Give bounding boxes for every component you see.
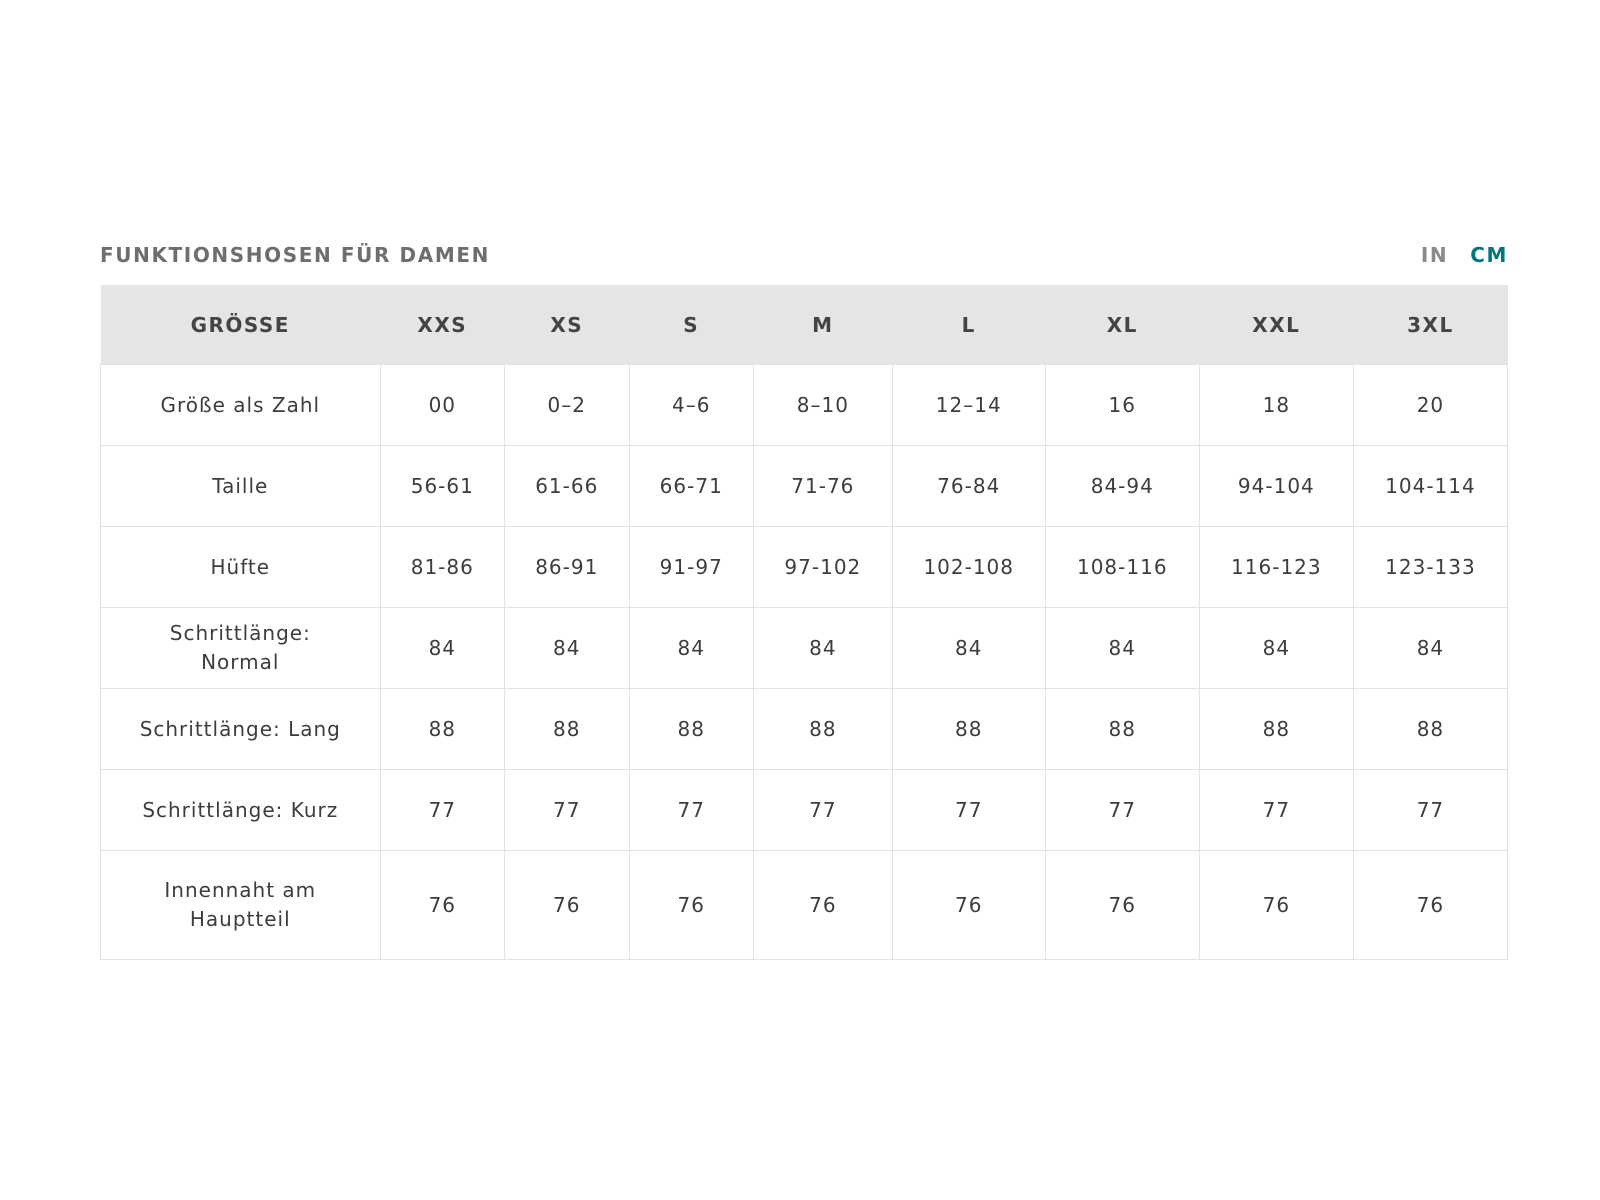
table-header-row [101,285,1508,365]
table-cell: 76 [629,851,753,960]
table-cell: 88 [892,689,1045,770]
table-row-inseam-short [101,770,1508,851]
table-cell: 104-114 [1353,446,1507,527]
table-cell: 00 [380,365,504,446]
size-chart-title: FUNKTIONSHOSEN FÜR DAMEN [100,243,490,267]
table-cell: 61-66 [505,446,629,527]
table-cell: 77 [1353,770,1507,851]
table-cell: 84-94 [1045,446,1199,527]
table-cell: 76 [753,851,892,960]
table-cell: 84 [1353,608,1507,689]
table-cell: 88 [1199,689,1353,770]
table-cell: 66-71 [629,446,753,527]
table-row-inseam-long [101,689,1508,770]
table-cell: 77 [629,770,753,851]
table-cell: 12–14 [892,365,1045,446]
table-cell: 88 [629,689,753,770]
table-cell: 76 [505,851,629,960]
row-label: Schrittlänge: Normal [101,608,381,689]
size-table [100,285,1508,960]
table-cell: 84 [892,608,1045,689]
unit-inches-option[interactable]: IN [1420,243,1449,267]
size-chart [100,243,1508,960]
table-cell: 56-61 [380,446,504,527]
table-cell: 102-108 [892,527,1045,608]
table-row-waist [101,446,1508,527]
table-row-hip [101,527,1508,608]
row-label: Schrittlänge: Lang [101,689,381,770]
unit-toggle [1421,243,1508,267]
table-cell: 77 [1045,770,1199,851]
table-cell: 88 [1353,689,1507,770]
row-label: Schrittlänge: Kurz [101,770,381,851]
table-cell: 76-84 [892,446,1045,527]
table-row-inseam-main [101,851,1508,960]
table-cell: 81-86 [380,527,504,608]
table-cell: 77 [753,770,892,851]
table-cell: 88 [380,689,504,770]
table-cell: 0–2 [505,365,629,446]
table-cell: 76 [1353,851,1507,960]
table-cell: 88 [505,689,629,770]
unit-centimeters-option[interactable]: CM [1470,243,1508,267]
table-cell: 88 [1045,689,1199,770]
column-header-l: L [892,285,1045,365]
column-header-s: S [629,285,753,365]
table-cell: 86-91 [505,527,629,608]
table-cell: 76 [1045,851,1199,960]
table-cell: 108-116 [1045,527,1199,608]
table-cell: 16 [1045,365,1199,446]
column-header-size: GRÖSSE [101,285,381,365]
table-cell: 84 [505,608,629,689]
table-cell: 84 [629,608,753,689]
row-label: Hüfte [101,527,381,608]
table-cell: 97-102 [753,527,892,608]
table-cell: 84 [380,608,504,689]
size-chart-header [100,243,1508,285]
column-header-xl: XL [1045,285,1199,365]
table-cell: 71-76 [753,446,892,527]
row-label: Innennaht am Hauptteil [101,851,381,960]
column-header-xxl: XXL [1199,285,1353,365]
column-header-3xl: 3XL [1353,285,1507,365]
table-cell: 77 [1199,770,1353,851]
table-cell: 94-104 [1199,446,1353,527]
table-cell: 8–10 [753,365,892,446]
table-cell: 84 [1199,608,1353,689]
table-cell: 84 [1045,608,1199,689]
column-header-xxs: XXS [380,285,504,365]
table-cell: 76 [1199,851,1353,960]
table-cell: 84 [753,608,892,689]
column-header-xs: XS [505,285,629,365]
table-cell: 88 [753,689,892,770]
table-cell: 123-133 [1353,527,1507,608]
table-cell: 20 [1353,365,1507,446]
table-row-numeric-size [101,365,1508,446]
row-label: Taille [101,446,381,527]
table-cell: 77 [380,770,504,851]
table-cell: 77 [892,770,1045,851]
table-row-inseam-regular [101,608,1508,689]
table-cell: 116-123 [1199,527,1353,608]
table-cell: 91-97 [629,527,753,608]
table-cell: 77 [505,770,629,851]
row-label: Größe als Zahl [101,365,381,446]
table-cell: 18 [1199,365,1353,446]
table-cell: 76 [380,851,504,960]
table-cell: 4–6 [629,365,753,446]
column-header-m: M [753,285,892,365]
table-cell: 76 [892,851,1045,960]
